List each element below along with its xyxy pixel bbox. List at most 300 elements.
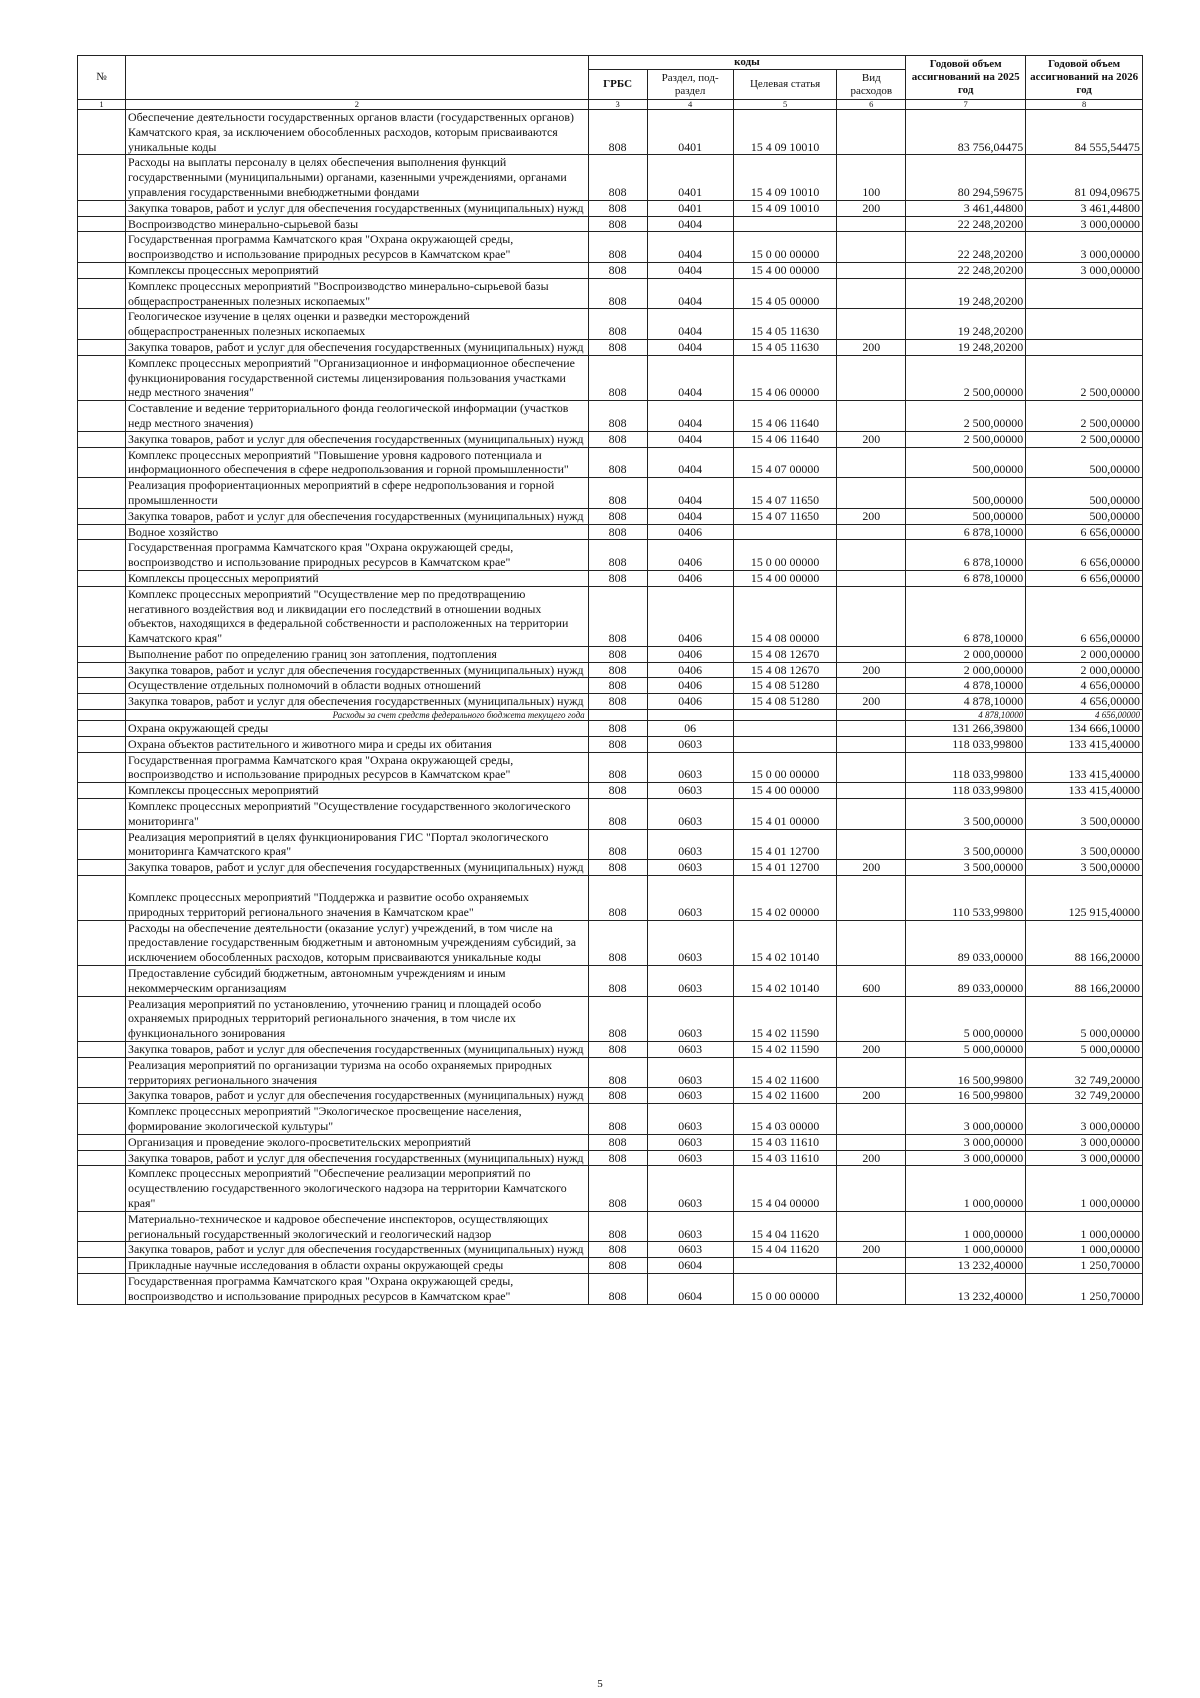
column-number: 6	[837, 100, 906, 110]
row-target-cell: 15 4 09 10010	[733, 155, 837, 200]
row-index-cell	[78, 752, 126, 783]
row-2025-cell: 118 033,99800	[906, 783, 1026, 799]
row-exp-type-cell	[837, 1104, 906, 1135]
row-section-cell: 0603	[647, 1242, 733, 1258]
row-index-cell	[78, 736, 126, 752]
row-section-cell: 0603	[647, 1088, 733, 1104]
row-exp-type-cell	[837, 232, 906, 263]
row-target-cell: 15 4 09 10010	[733, 200, 837, 216]
row-grbs-cell: 808	[588, 1166, 647, 1211]
row-2026-cell: 3 000,00000	[1026, 1150, 1143, 1166]
row-index-cell	[78, 216, 126, 232]
row-grbs-cell: 808	[588, 662, 647, 678]
row-2025-cell: 13 232,40000	[906, 1258, 1026, 1274]
row-exp-type-cell: 200	[837, 1042, 906, 1058]
table-row	[78, 662, 1143, 678]
row-index-cell	[78, 355, 126, 400]
row-2026-cell: 3 500,00000	[1026, 829, 1143, 860]
row-grbs-cell	[588, 710, 647, 721]
table-row	[78, 1211, 1143, 1242]
row-2025-cell: 22 248,20200	[906, 232, 1026, 263]
row-target-cell	[733, 721, 837, 737]
row-index-cell	[78, 829, 126, 860]
row-section-cell: 0404	[647, 232, 733, 263]
row-2025-cell: 500,00000	[906, 508, 1026, 524]
table-row	[78, 996, 1143, 1041]
row-target-cell: 15 4 07 00000	[733, 447, 837, 478]
table-row	[78, 524, 1143, 540]
row-2025-cell: 5 000,00000	[906, 1042, 1026, 1058]
row-name-cell: Закупка товаров, работ и услуг для обеспечения государственных (муниципальных) нужд	[126, 200, 589, 216]
table-row	[78, 431, 1143, 447]
table-row	[78, 262, 1143, 278]
row-index-cell	[78, 860, 126, 876]
row-2026-cell: 2 000,00000	[1026, 646, 1143, 662]
row-target-cell: 15 4 00 00000	[733, 783, 837, 799]
row-target-cell	[733, 216, 837, 232]
row-target-cell: 15 4 05 11630	[733, 309, 837, 340]
row-name-cell: Комплекс процессных мероприятий "Организационное и информационное обеспечение функционирования государственной системы лицензирования пользования участками недр местного значения"	[126, 355, 589, 400]
row-2025-cell: 16 500,99800	[906, 1088, 1026, 1104]
row-name-cell: Государственная программа Камчатского края "Охрана окружающей среды, воспроизводство и использование природных ресурсов в Камчатском крае"	[126, 232, 589, 263]
header-2026: Годовой объем ассигнований на 2026 год	[1026, 56, 1143, 100]
row-index-cell	[78, 1057, 126, 1088]
row-2025-cell: 6 878,10000	[906, 570, 1026, 586]
row-index-cell	[78, 966, 126, 997]
table-row	[78, 678, 1143, 694]
row-index-cell	[78, 721, 126, 737]
row-name-cell: Комплекс процессных мероприятий "Поддержка и развитие особо охраняемых природных территорий регионального значения в Камчатском крае"	[126, 876, 589, 921]
row-2026-cell: 3 000,00000	[1026, 1134, 1143, 1150]
table-row	[78, 155, 1143, 200]
row-exp-type-cell	[837, 829, 906, 860]
row-2025-cell: 4 878,10000	[906, 694, 1026, 710]
row-exp-type-cell: 200	[837, 200, 906, 216]
row-target-cell: 15 0 00 00000	[733, 752, 837, 783]
row-grbs-cell: 808	[588, 1042, 647, 1058]
row-exp-type-cell	[837, 540, 906, 571]
row-2026-cell: 500,00000	[1026, 447, 1143, 478]
row-index-cell	[78, 1166, 126, 1211]
row-section-cell: 0603	[647, 1104, 733, 1135]
row-name-cell: Расходы на обеспечение деятельности (оказание услуг) учреждений, в том числе на предоставление государственным бюджетным и автономным учреждениям субсидий, за исключением обособленных расходов, которым присваиваются уникальные коды	[126, 920, 589, 965]
row-name-cell: Закупка товаров, работ и услуг для обеспечения государственных (муниципальных) нужд	[126, 339, 589, 355]
row-target-cell: 15 4 03 00000	[733, 1104, 837, 1135]
row-target-cell: 15 4 02 11590	[733, 996, 837, 1041]
row-target-cell: 15 4 00 00000	[733, 262, 837, 278]
row-2025-cell: 110 533,99800	[906, 876, 1026, 921]
row-2026-cell: 6 656,00000	[1026, 540, 1143, 571]
row-2026-cell: 4 656,00000	[1026, 710, 1143, 721]
row-exp-type-cell	[837, 262, 906, 278]
row-name-cell: Реализация профориентационных мероприятий в сфере недропользования и горной промышленности	[126, 478, 589, 509]
row-target-cell: 15 4 07 11650	[733, 508, 837, 524]
row-2025-cell: 6 878,10000	[906, 540, 1026, 571]
row-grbs-cell: 808	[588, 860, 647, 876]
row-grbs-cell: 808	[588, 694, 647, 710]
row-grbs-cell: 808	[588, 508, 647, 524]
row-2026-cell: 1 000,00000	[1026, 1242, 1143, 1258]
row-index-cell	[78, 694, 126, 710]
table-row	[78, 860, 1143, 876]
row-index-cell	[78, 1134, 126, 1150]
row-target-cell	[733, 710, 837, 721]
row-exp-type-cell: 100	[837, 155, 906, 200]
column-number: 7	[906, 100, 1026, 110]
row-index-cell	[78, 570, 126, 586]
row-2025-cell: 2 500,00000	[906, 401, 1026, 432]
row-grbs-cell: 808	[588, 966, 647, 997]
row-name-cell: Комплексы процессных мероприятий	[126, 570, 589, 586]
row-2025-cell: 89 033,00000	[906, 966, 1026, 997]
column-number: 5	[733, 100, 837, 110]
row-grbs-cell: 808	[588, 1104, 647, 1135]
row-section-cell: 0404	[647, 478, 733, 509]
row-index-cell	[78, 278, 126, 309]
row-target-cell: 15 4 02 11600	[733, 1057, 837, 1088]
row-2025-cell: 500,00000	[906, 447, 1026, 478]
row-grbs-cell: 808	[588, 1242, 647, 1258]
header-codes: коды	[588, 56, 906, 70]
row-name-cell: Реализация мероприятий в целях функционирования ГИС "Портал экологического мониторинга Камчатского края"	[126, 829, 589, 860]
row-section-cell: 0603	[647, 783, 733, 799]
row-target-cell: 15 4 02 10140	[733, 920, 837, 965]
table-row	[78, 570, 1143, 586]
row-name-cell: Комплекс процессных мероприятий "Повышение уровня кадрового потенциала и информационного обеспечения в сфере недропользования и горной промышленности"	[126, 447, 589, 478]
row-exp-type-cell: 200	[837, 1242, 906, 1258]
row-2026-cell	[1026, 309, 1143, 340]
row-name-cell: Воспроизводство минерально-сырьевой базы	[126, 216, 589, 232]
row-name-cell: Комплекс процессных мероприятий "Экологическое просвещение населения, формирование экологической культуры"	[126, 1104, 589, 1135]
row-section-cell: 0404	[647, 262, 733, 278]
row-exp-type-cell: 200	[837, 431, 906, 447]
row-exp-type-cell: 200	[837, 860, 906, 876]
row-target-cell: 15 4 02 11590	[733, 1042, 837, 1058]
table-row	[78, 1042, 1143, 1058]
row-exp-type-cell	[837, 783, 906, 799]
row-grbs-cell: 808	[588, 401, 647, 432]
row-grbs-cell: 808	[588, 829, 647, 860]
row-target-cell: 15 4 06 11640	[733, 401, 837, 432]
column-number: 1	[78, 100, 126, 110]
row-grbs-cell: 808	[588, 200, 647, 216]
row-exp-type-cell	[837, 401, 906, 432]
header-name	[126, 56, 589, 100]
row-target-cell: 15 0 00 00000	[733, 1273, 837, 1304]
row-index-cell	[78, 1211, 126, 1242]
row-target-cell: 15 4 06 11640	[733, 431, 837, 447]
row-section-cell: 0404	[647, 309, 733, 340]
row-2025-cell: 118 033,99800	[906, 752, 1026, 783]
row-index-cell	[78, 586, 126, 646]
row-name-cell: Выполнение работ по определению границ зон затопления, подтопления	[126, 646, 589, 662]
row-name-cell: Комплекс процессных мероприятий "Обеспечение реализации мероприятий по осуществлению государственного экологического надзора на территории Камчатского края"	[126, 1166, 589, 1211]
row-2025-cell: 22 248,20200	[906, 262, 1026, 278]
row-target-cell: 15 4 08 00000	[733, 586, 837, 646]
row-grbs-cell: 808	[588, 1258, 647, 1274]
row-exp-type-cell: 200	[837, 1088, 906, 1104]
header-2025: Годовой объем ассигнований на 2025 год	[906, 56, 1026, 100]
row-2026-cell: 500,00000	[1026, 508, 1143, 524]
row-2026-cell: 5 000,00000	[1026, 996, 1143, 1041]
row-2026-cell: 3 500,00000	[1026, 799, 1143, 830]
table-row	[78, 1057, 1143, 1088]
table-row	[78, 1166, 1143, 1211]
row-section-cell: 0404	[647, 278, 733, 309]
row-index-cell	[78, 262, 126, 278]
row-target-cell: 15 4 08 51280	[733, 694, 837, 710]
row-2026-cell: 133 415,40000	[1026, 736, 1143, 752]
row-2026-cell	[1026, 278, 1143, 309]
row-section-cell: 0604	[647, 1273, 733, 1304]
row-target-cell: 15 4 04 11620	[733, 1211, 837, 1242]
row-section-cell: 0406	[647, 662, 733, 678]
row-2025-cell: 4 878,10000	[906, 710, 1026, 721]
row-2026-cell: 134 666,10000	[1026, 721, 1143, 737]
row-index-cell	[78, 646, 126, 662]
row-2026-cell: 6 656,00000	[1026, 586, 1143, 646]
row-index-cell	[78, 540, 126, 571]
row-name-cell: Государственная программа Камчатского края "Охрана окружающей среды, воспроизводство и использование природных ресурсов в Камчатском крае"	[126, 752, 589, 783]
table-row	[78, 478, 1143, 509]
row-grbs-cell: 808	[588, 524, 647, 540]
page-number: 5	[597, 1678, 603, 1690]
row-section-cell: 0406	[647, 570, 733, 586]
row-section-cell: 0603	[647, 1057, 733, 1088]
row-grbs-cell: 808	[588, 540, 647, 571]
table-row	[78, 876, 1143, 921]
row-2025-cell: 3 000,00000	[906, 1150, 1026, 1166]
row-target-cell: 15 4 04 11620	[733, 1242, 837, 1258]
row-2025-cell: 22 248,20200	[906, 216, 1026, 232]
row-index-cell	[78, 1273, 126, 1304]
row-2025-cell: 500,00000	[906, 478, 1026, 509]
table-row	[78, 540, 1143, 571]
row-grbs-cell: 808	[588, 876, 647, 921]
row-2026-cell: 3 500,00000	[1026, 860, 1143, 876]
table-row	[78, 401, 1143, 432]
row-grbs-cell: 808	[588, 355, 647, 400]
row-grbs-cell: 808	[588, 678, 647, 694]
table-row	[78, 200, 1143, 216]
row-exp-type-cell: 600	[837, 966, 906, 997]
row-name-cell: Закупка товаров, работ и услуг для обеспечения государственных (муниципальных) нужд	[126, 860, 589, 876]
row-name-cell: Охрана объектов растительного и животного мира и среды их обитания	[126, 736, 589, 752]
row-section-cell: 0603	[647, 1042, 733, 1058]
table-row	[78, 920, 1143, 965]
row-grbs-cell: 808	[588, 155, 647, 200]
row-grbs-cell: 808	[588, 278, 647, 309]
row-index-cell	[78, 155, 126, 200]
row-index-cell	[78, 783, 126, 799]
table-row	[78, 110, 1143, 155]
row-name-cell: Организация и проведение эколого-просветительских мероприятий	[126, 1134, 589, 1150]
row-section-cell: 0603	[647, 860, 733, 876]
row-2025-cell: 19 248,20200	[906, 278, 1026, 309]
row-2025-cell: 6 878,10000	[906, 586, 1026, 646]
row-name-cell: Расходы на выплаты персоналу в целях обеспечения выполнения функций государственными (муниципальными) органами, казенными учреждениями, органами управления государственными внебюджетными фондами	[126, 155, 589, 200]
table-row	[78, 694, 1143, 710]
row-index-cell	[78, 678, 126, 694]
row-section-cell: 0404	[647, 401, 733, 432]
row-2026-cell: 1 000,00000	[1026, 1211, 1143, 1242]
table-row	[78, 710, 1143, 721]
row-2026-cell	[1026, 339, 1143, 355]
row-index-cell	[78, 996, 126, 1041]
row-exp-type-cell	[837, 1134, 906, 1150]
table-row	[78, 216, 1143, 232]
row-2026-cell: 2 500,00000	[1026, 431, 1143, 447]
table-row	[78, 646, 1143, 662]
row-exp-type-cell	[837, 1166, 906, 1211]
row-target-cell: 15 4 03 11610	[733, 1134, 837, 1150]
row-target-cell: 15 4 02 11600	[733, 1088, 837, 1104]
row-2025-cell: 3 500,00000	[906, 799, 1026, 830]
row-2026-cell: 500,00000	[1026, 478, 1143, 509]
table-row	[78, 232, 1143, 263]
row-2026-cell: 6 656,00000	[1026, 570, 1143, 586]
row-2025-cell: 16 500,99800	[906, 1057, 1026, 1088]
row-index-cell	[78, 478, 126, 509]
table-row	[78, 508, 1143, 524]
row-2025-cell: 1 000,00000	[906, 1211, 1026, 1242]
row-grbs-cell: 808	[588, 799, 647, 830]
row-exp-type-cell: 200	[837, 508, 906, 524]
row-section-cell: 0603	[647, 799, 733, 830]
row-name-cell: Водное хозяйство	[126, 524, 589, 540]
row-exp-type-cell	[837, 1273, 906, 1304]
row-grbs-cell: 808	[588, 1150, 647, 1166]
row-grbs-cell: 808	[588, 736, 647, 752]
row-index-cell	[78, 1088, 126, 1104]
row-target-cell: 15 4 06 00000	[733, 355, 837, 400]
row-name-cell: Закупка товаров, работ и услуг для обеспечения государственных (муниципальных) нужд	[126, 662, 589, 678]
row-section-cell: 0406	[647, 524, 733, 540]
row-name-cell: Осуществление отдельных полномочий в области водных отношений	[126, 678, 589, 694]
row-section-cell: 0603	[647, 1166, 733, 1211]
row-section-cell: 0603	[647, 1134, 733, 1150]
row-exp-type-cell	[837, 876, 906, 921]
row-section-cell: 0604	[647, 1258, 733, 1274]
row-exp-type-cell	[837, 646, 906, 662]
row-2026-cell: 3 000,00000	[1026, 262, 1143, 278]
row-section-cell: 0404	[647, 339, 733, 355]
row-2026-cell: 1 250,70000	[1026, 1258, 1143, 1274]
row-exp-type-cell: 200	[837, 694, 906, 710]
row-exp-type-cell	[837, 710, 906, 721]
row-grbs-cell: 808	[588, 721, 647, 737]
row-name-cell: Государственная программа Камчатского края "Охрана окружающей среды, воспроизводство и использование природных ресурсов в Камчатском крае"	[126, 1273, 589, 1304]
row-2025-cell: 2 000,00000	[906, 662, 1026, 678]
row-grbs-cell: 808	[588, 1211, 647, 1242]
row-2025-cell: 3 000,00000	[906, 1134, 1026, 1150]
row-index-cell	[78, 431, 126, 447]
row-grbs-cell: 808	[588, 752, 647, 783]
row-name-cell: Закупка товаров, работ и услуг для обеспечения государственных (муниципальных) нужд	[126, 1150, 589, 1166]
budget-table	[77, 55, 1143, 1305]
header-section: Раздел, под-раздел	[647, 70, 733, 100]
row-grbs-cell: 808	[588, 996, 647, 1041]
row-2025-cell: 1 000,00000	[906, 1166, 1026, 1211]
row-grbs-cell: 808	[588, 1088, 647, 1104]
row-name-cell: Предоставление субсидий бюджетным, автономным учреждениям и иным некоммерческим организациям	[126, 966, 589, 997]
row-2025-cell: 83 756,04475	[906, 110, 1026, 155]
table-row	[78, 1242, 1143, 1258]
row-exp-type-cell	[837, 309, 906, 340]
row-index-cell	[78, 799, 126, 830]
row-target-cell: 15 4 03 11610	[733, 1150, 837, 1166]
row-section-cell: 0406	[647, 646, 733, 662]
row-section-cell: 0603	[647, 1211, 733, 1242]
row-section-cell: 0404	[647, 216, 733, 232]
row-2025-cell: 1 000,00000	[906, 1242, 1026, 1258]
row-section-cell: 0603	[647, 736, 733, 752]
table-row	[78, 1104, 1143, 1135]
row-2026-cell: 4 656,00000	[1026, 678, 1143, 694]
column-number: 2	[126, 100, 589, 110]
row-2025-cell: 6 878,10000	[906, 524, 1026, 540]
row-target-cell: 15 4 01 12700	[733, 829, 837, 860]
row-grbs-cell: 808	[588, 478, 647, 509]
row-name-cell: Геологическое изучение в целях оценки и разведки месторождений общераспространенных полезных ископаемых	[126, 309, 589, 340]
row-name-cell: Закупка товаров, работ и услуг для обеспечения государственных (муниципальных) нужд	[126, 508, 589, 524]
row-exp-type-cell	[837, 216, 906, 232]
row-target-cell: 15 4 02 00000	[733, 876, 837, 921]
table-row	[78, 1134, 1143, 1150]
row-2026-cell: 133 415,40000	[1026, 783, 1143, 799]
row-grbs-cell: 808	[588, 1057, 647, 1088]
row-name-cell: Охрана окружающей среды	[126, 721, 589, 737]
row-name-cell: Комплекс процессных мероприятий "Осуществление мер по предотвращению негативного воздействия вод и ликвидации его последствий в отношении водных объектов, находящихся в федеральной собственности и расположенных на территории Камчатского края"	[126, 586, 589, 646]
row-2026-cell: 2 000,00000	[1026, 662, 1143, 678]
row-grbs-cell: 808	[588, 110, 647, 155]
row-target-cell	[733, 1258, 837, 1274]
row-exp-type-cell	[837, 110, 906, 155]
row-2026-cell: 88 166,20000	[1026, 920, 1143, 965]
row-name-cell: Комплекс процессных мероприятий "Осуществление государственного экологического мониторинга"	[126, 799, 589, 830]
row-2025-cell: 5 000,00000	[906, 996, 1026, 1041]
row-exp-type-cell: 200	[837, 662, 906, 678]
row-section-cell: 06	[647, 721, 733, 737]
row-target-cell: 15 4 05 11630	[733, 339, 837, 355]
row-2026-cell: 125 915,40000	[1026, 876, 1143, 921]
row-2026-cell: 4 656,00000	[1026, 694, 1143, 710]
table-row	[78, 1273, 1143, 1304]
row-index-cell	[78, 339, 126, 355]
table-body	[78, 110, 1143, 1305]
row-name-cell: Расходы за счет средств федерального бюджета текущего года	[126, 710, 589, 721]
row-index-cell	[78, 447, 126, 478]
row-section-cell: 0603	[647, 876, 733, 921]
table-row	[78, 1088, 1143, 1104]
row-exp-type-cell	[837, 278, 906, 309]
row-name-cell: Закупка товаров, работ и услуг для обеспечения государственных (муниципальных) нужд	[126, 1042, 589, 1058]
row-section-cell: 0603	[647, 1150, 733, 1166]
row-2026-cell: 6 656,00000	[1026, 524, 1143, 540]
column-number: 4	[647, 100, 733, 110]
row-grbs-cell: 808	[588, 431, 647, 447]
row-section-cell: 0404	[647, 447, 733, 478]
row-name-cell: Закупка товаров, работ и услуг для обеспечения государственных (муниципальных) нужд	[126, 694, 589, 710]
row-2026-cell: 88 166,20000	[1026, 966, 1143, 997]
row-target-cell: 15 4 05 00000	[733, 278, 837, 309]
row-index-cell	[78, 662, 126, 678]
row-exp-type-cell	[837, 678, 906, 694]
row-target-cell	[733, 524, 837, 540]
header-num: №	[78, 56, 126, 100]
row-target-cell: 15 4 08 12670	[733, 646, 837, 662]
table-row	[78, 966, 1143, 997]
